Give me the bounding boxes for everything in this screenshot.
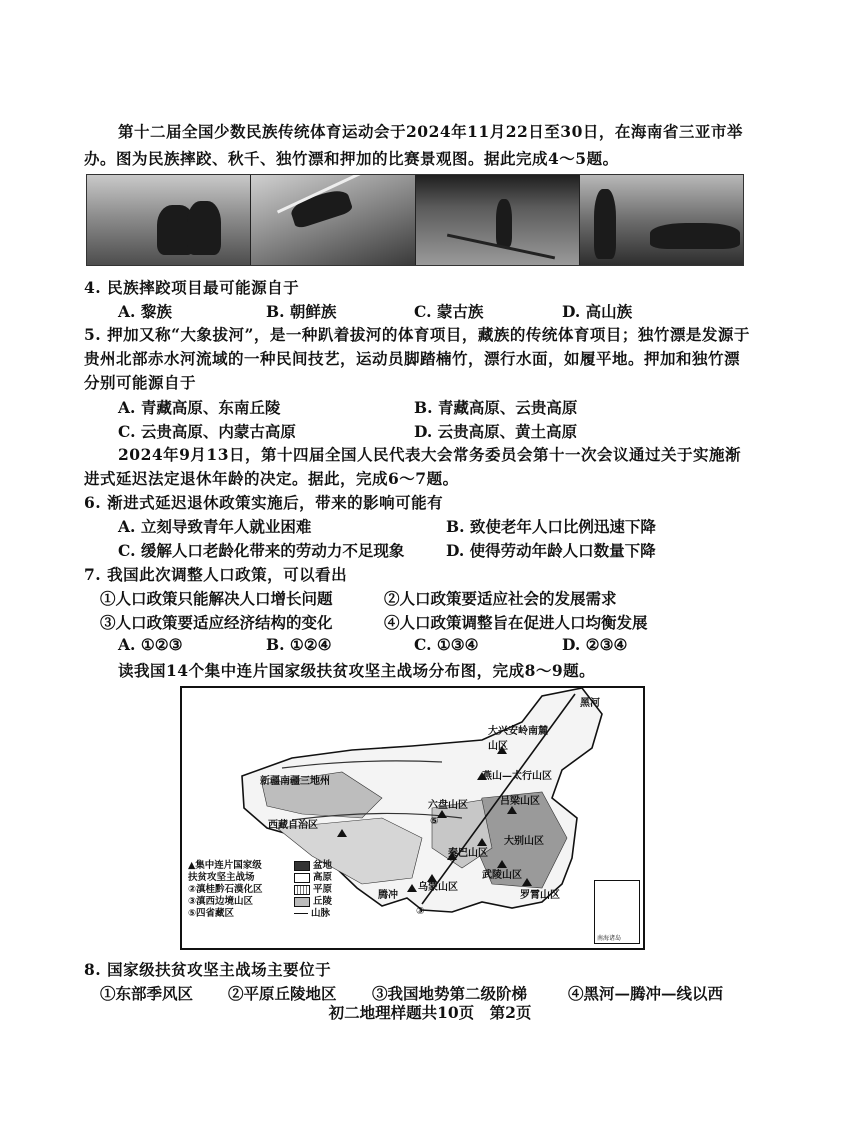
q8-item-3: ③我国地势第二级阶梯 — [372, 984, 528, 1003]
q8-item-2: ②平原丘陵地区 — [228, 984, 337, 1003]
label-daxinganling: 大兴安岭南麓山区 — [488, 726, 548, 752]
plateau-swatch — [294, 873, 310, 883]
sports-photo-strip — [86, 174, 744, 266]
legend-mountain: 山脉 — [311, 908, 331, 919]
label-five: ⑤ — [430, 816, 439, 827]
legend-basin: 盆地 — [313, 860, 333, 871]
q7-option-a[interactable]: A. ①②③ — [118, 635, 183, 654]
swing-photo — [251, 175, 415, 265]
intro-8-9: 读我国14个集中连片国家级扶贫攻坚主战场分布图，完成8～9题。 — [118, 661, 596, 680]
poverty-area-map — [180, 686, 645, 950]
label-xinjiang: 新疆南疆三地州 — [260, 776, 330, 787]
legend-line-4: ③滇西边境山区 — [188, 896, 254, 907]
legend-hill: 丘陵 — [313, 896, 333, 907]
q4-option-a[interactable]: A. 黎族 — [118, 302, 172, 321]
q5-stem: 5. 押加又称“大象拔河”，是一种趴着拔河的体育项目，藏族的传统体育项目；独竹漂是发源于贵州北部赤水河流域的一种民间技艺，运动员脚踏楠竹，漂行水面，如履平地。押加和独竹漂分别可能源自于 — [84, 325, 750, 392]
q6-option-c[interactable]: C. 缓解人口老龄化带来的劳动力不足现象 — [118, 541, 405, 560]
q4-option-d[interactable]: D. 高山族 — [562, 302, 633, 321]
q8-stem: 8. 国家级扶贫攻坚主战场主要位于 — [84, 960, 332, 979]
q7-option-d[interactable]: D. ②③④ — [562, 635, 628, 654]
label-luoxiao: 罗霄山区 — [520, 890, 560, 901]
label-tengchong: 腾冲 — [378, 890, 398, 901]
q7-item-2: ②人口政策要适应社会的发展需求 — [384, 589, 617, 608]
label-qinba: 秦巴山区 — [448, 848, 488, 859]
q5-option-d[interactable]: D. 云贵高原、黄土高原 — [414, 422, 578, 441]
q6-option-a[interactable]: A. 立刻导致青年人就业困难 — [118, 517, 312, 536]
basin-swatch — [294, 861, 310, 871]
mountain-swatch — [294, 913, 308, 914]
q7-item-3: ③人口政策要适应经济结构的变化 — [100, 613, 333, 632]
legend-plateau: 高原 — [313, 872, 333, 883]
q4-option-b[interactable]: B. 朝鲜族 — [266, 302, 337, 321]
q7-stem: 7. 我国此次调整人口政策，可以看出 — [84, 565, 348, 584]
label-yanshan: 燕山—太行山区 — [482, 771, 552, 782]
intro-6-7: 2024年9月13日，第十四届全国人民代表大会常务委员会第十一次会议通过关于实施渐进式延迟法定退休年龄的决定。据此，完成6～7题。 — [84, 445, 741, 488]
label-three: ③ — [416, 906, 425, 917]
q6-stem: 6. 渐进式延迟退休政策实施后，带来的影响可能有 — [84, 493, 444, 512]
tug-of-war-photo — [580, 175, 743, 265]
label-lvliang: 吕梁山区 — [500, 796, 540, 807]
legend-line-1: ▲集中连片国家级 — [188, 860, 262, 871]
label-wuling: 武陵山区 — [482, 870, 522, 881]
q7-item-1: ①人口政策只能解决人口增长问题 — [100, 589, 333, 608]
intro-4-5: 第十二届全国少数民族传统体育运动会于2024年11月22日至30日，在海南省三亚市举办。图为民族摔跤、秋千、独竹漂和押加的比赛景观图。据此完成4～5题。 — [84, 122, 743, 168]
label-wumeng: 乌蒙山区 — [418, 882, 458, 893]
q4-option-c[interactable]: C. 蒙古族 — [414, 302, 484, 321]
q6-option-b[interactable]: B. 致使老年人口比例迅速下降 — [446, 517, 656, 536]
q4-stem: 4. 民族摔跤项目最可能源自于 — [84, 278, 300, 297]
inset-label: 南海诸岛 — [597, 935, 622, 942]
q7-item-4: ④人口政策调整旨在促进人口均衡发展 — [384, 613, 648, 632]
legend-line-3: ②滇桂黔石漠化区 — [188, 884, 263, 895]
wrestling-photo — [87, 175, 251, 265]
q7-option-c[interactable]: C. ①③④ — [414, 635, 479, 654]
legend-line-5: ⑤四省藏区 — [188, 908, 235, 919]
q5-option-c[interactable]: C. 云贵高原、内蒙古高原 — [118, 422, 296, 441]
q8-item-4: ④黑河—腾冲—线以西 — [568, 984, 724, 1003]
q5-option-a[interactable]: A. 青藏高原、东南丘陵 — [118, 398, 281, 417]
legend-plain: 平原 — [313, 884, 333, 895]
q7-option-b[interactable]: B. ①②④ — [266, 635, 332, 654]
label-dabie: 大别山区 — [504, 836, 544, 847]
bamboo-rafting-photo — [416, 175, 580, 265]
page-footer: 初二地理样题共10页 第2页 — [328, 1003, 532, 1022]
label-xizang: 西藏自治区 — [268, 820, 318, 831]
terrain-legend — [294, 860, 332, 920]
label-liupan: 六盘山区 — [428, 800, 468, 811]
q8-item-1: ①东部季风区 — [100, 984, 194, 1003]
q6-option-d[interactable]: D. 使得劳动年龄人口数量下降 — [446, 541, 656, 560]
south-china-sea-inset — [594, 880, 640, 944]
legend-line-2: 扶贫攻坚主战场 — [188, 872, 255, 883]
label-heihe: 黑河 — [580, 698, 600, 709]
map-legend — [188, 860, 263, 920]
hill-swatch — [294, 897, 310, 907]
plain-swatch — [294, 885, 310, 895]
q5-option-b[interactable]: B. 青藏高原、云贵高原 — [414, 398, 578, 417]
